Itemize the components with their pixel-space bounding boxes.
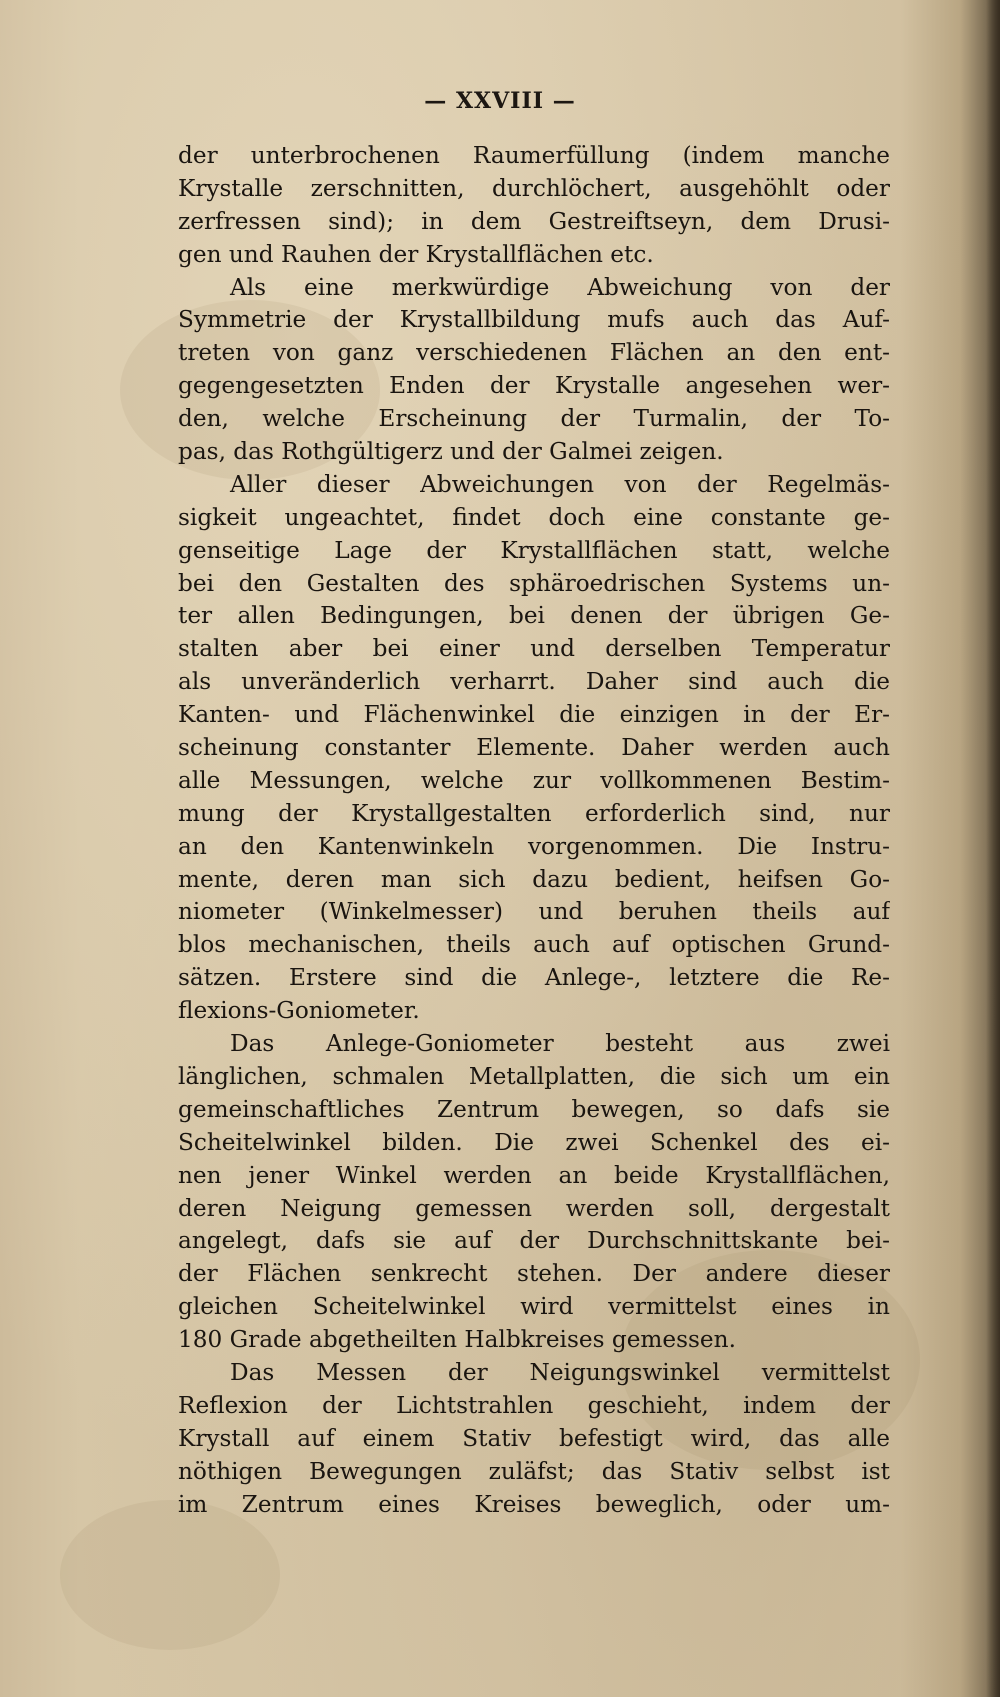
paper-stain	[60, 1500, 280, 1650]
text-line: mung der Krystallgestalten erforderlich sind, nur	[178, 799, 890, 827]
text-line: Symmetrie der Krystallbildung mufs auch das Auf-	[178, 306, 890, 334]
text-line: niometer (Winkelmesser) und beruhen theils auf	[178, 898, 890, 926]
text-line: der Flächen senkrecht stehen. Der andere dieser	[178, 1260, 890, 1288]
text-line: angelegt, dafs sie auf der Durchschnittskante bei-	[178, 1227, 890, 1255]
text-line: deren Neigung gemessen werden soll, dergestalt	[178, 1194, 890, 1222]
text-line: bei den Gestalten des sphäroedrischen Systems un-	[178, 569, 890, 597]
text-line: an den Kantenwinkeln vorgenommen. Die Instru-	[178, 832, 890, 860]
body-text	[178, 140, 890, 1521]
text-line: Reflexion der Lichtstrahlen geschieht, indem der	[178, 1391, 890, 1419]
text-line: als unveränderlich verharrt. Daher sind auch die	[178, 668, 890, 696]
text-line: stalten aber bei einer und derselben Temperatur	[178, 635, 890, 663]
text-line: pas, das Rothgültigerz und der Galmei zeigen.	[178, 438, 724, 466]
text-line: Kanten- und Flächenwinkel die einzigen in der Er-	[178, 701, 890, 729]
text-line: gen und Rauhen der Krystallflächen etc.	[178, 240, 654, 268]
page-edge-shadow	[986, 0, 1000, 1697]
text-line: gegengesetzten Enden der Krystalle angesehen wer-	[178, 372, 890, 400]
text-line: im Zentrum eines Kreises beweglich, oder um-	[178, 1490, 890, 1518]
text-line: Aller dieser Abweichungen von der Regelmäs-	[230, 470, 890, 498]
text-line: Als eine merkwürdige Abweichung von der	[230, 273, 890, 301]
text-line: nöthigen Bewegungen zuläfst; das Stativ selbst ist	[178, 1457, 890, 1485]
text-line: Das Messen der Neigungswinkel vermittelst	[230, 1358, 890, 1386]
text-line: nen jener Winkel werden an beide Krystallflächen,	[178, 1161, 890, 1189]
text-line: länglichen, schmalen Metallplatten, die sich um ein	[178, 1062, 890, 1090]
text-line: flexions-Goniometer.	[178, 997, 420, 1025]
text-line: 180 Grade abgetheilten Halbkreises gemessen.	[178, 1326, 736, 1354]
text-line: sätzen. Erstere sind die Anlege-, letztere die Re-	[178, 964, 890, 992]
page-number-header: — XXVIII —	[424, 88, 576, 114]
text-line: alle Messungen, welche zur vollkommenen Bestim-	[178, 766, 890, 794]
text-line: Krystalle zerschnitten, durchlöchert, ausgehöhlt oder	[178, 174, 890, 202]
text-line: scheinung constanter Elemente. Daher werden auch	[178, 734, 890, 762]
text-line: Krystall auf einem Stativ befestigt wird, das alle	[178, 1424, 890, 1452]
text-line: mente, deren man sich dazu bedient, heifsen Go-	[178, 865, 890, 893]
text-line: der unterbrochenen Raumerfüllung (indem manche	[178, 142, 890, 169]
text-line: gleichen Scheitelwinkel wird vermittelst eines in	[178, 1293, 890, 1321]
text-line: sigkeit ungeachtet, findet doch eine constante ge-	[178, 503, 890, 531]
text-line: ter allen Bedingungen, bei denen der übrigen Ge-	[178, 602, 890, 630]
text-line: Scheitelwinkel bilden. Die zwei Schenkel des ei-	[178, 1128, 890, 1156]
text-line: Das Anlege-Goniometer besteht aus zwei	[230, 1030, 890, 1058]
text-line: genseitige Lage der Krystallflächen statt, welche	[178, 536, 890, 564]
text-line: gemeinschaftliches Zentrum bewegen, so dafs sie	[178, 1095, 890, 1123]
text-line: den, welche Erscheinung der Turmalin, der To-	[178, 405, 890, 433]
text-line: blos mechanischen, theils auch auf optischen Grund-	[178, 931, 890, 959]
text-line: treten von ganz verschiedenen Flächen an den ent-	[178, 339, 890, 367]
text-line: zerfressen sind); in dem Gestreiftseyn, dem Drusi-	[178, 207, 890, 235]
